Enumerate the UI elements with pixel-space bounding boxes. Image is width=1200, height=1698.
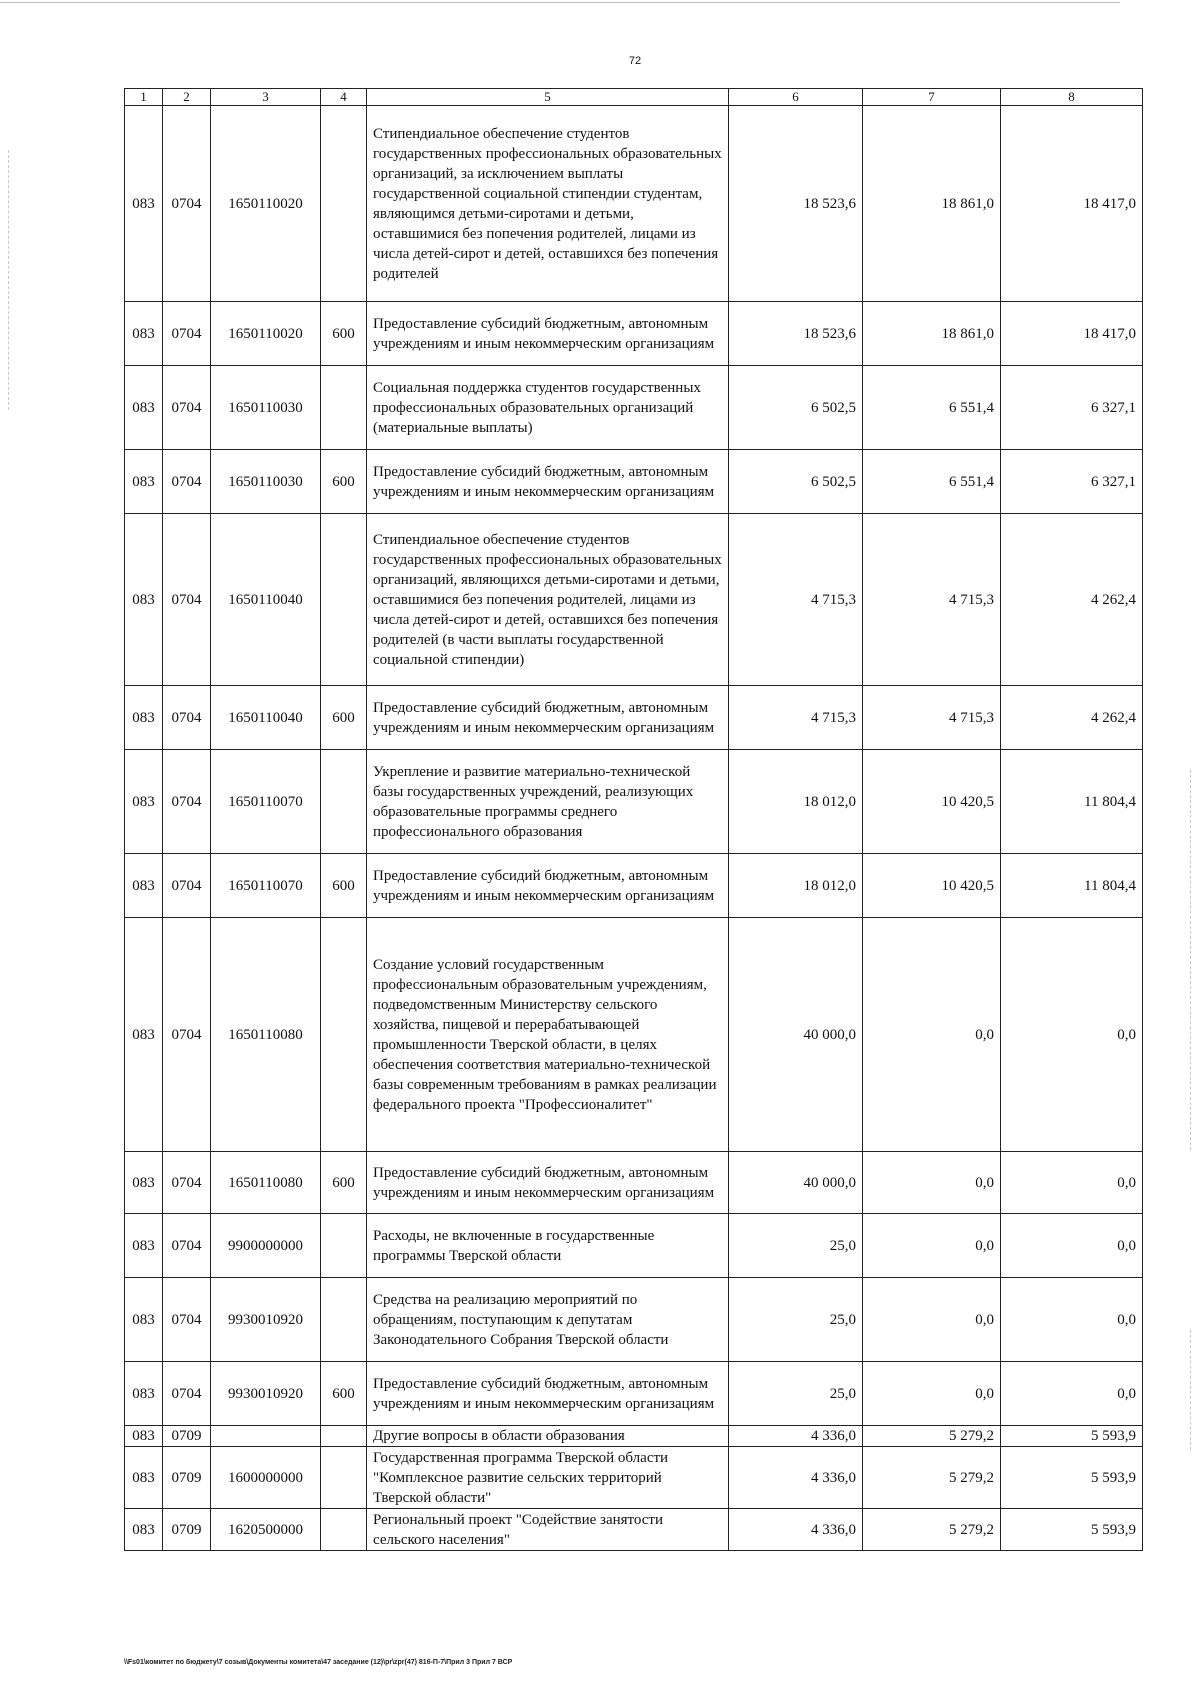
target-article-cell: 1650110040	[211, 514, 321, 686]
amount-cell: 40 000,0	[729, 1152, 863, 1214]
amount-cell: 0,0	[1001, 918, 1143, 1152]
description-cell: Другие вопросы в области образования	[367, 1426, 729, 1447]
admin-code-cell: 083	[125, 1509, 163, 1551]
expense-type-cell: 600	[321, 1152, 367, 1214]
admin-code-cell: 083	[125, 750, 163, 854]
amount-cell: 0,0	[863, 1362, 1001, 1426]
target-article-cell: 1650110020	[211, 106, 321, 302]
scan-margin-mark	[1190, 1330, 1191, 1450]
table-row	[125, 450, 1143, 514]
table-row	[125, 1214, 1143, 1278]
header-cell: 7	[863, 89, 1001, 106]
expense-type-cell: 600	[321, 1362, 367, 1426]
admin-code-cell: 083	[125, 1447, 163, 1509]
section-code-cell: 0704	[163, 1214, 211, 1278]
amount-cell: 18 417,0	[1001, 106, 1143, 302]
amount-cell: 4 262,4	[1001, 686, 1143, 750]
amount-cell: 4 336,0	[729, 1447, 863, 1509]
header-cell: 3	[211, 89, 321, 106]
header-cell: 6	[729, 89, 863, 106]
expense-type-cell: 600	[321, 450, 367, 514]
amount-cell: 6 327,1	[1001, 450, 1143, 514]
amount-cell: 4 715,3	[729, 514, 863, 686]
amount-cell: 5 279,2	[863, 1509, 1001, 1551]
amount-cell: 0,0	[863, 1152, 1001, 1214]
amount-cell: 18 861,0	[863, 106, 1001, 302]
table-row	[125, 302, 1143, 366]
target-article-cell: 1650110080	[211, 918, 321, 1152]
section-code-cell: 0709	[163, 1509, 211, 1551]
table-row	[125, 686, 1143, 750]
admin-code-cell: 083	[125, 106, 163, 302]
amount-cell: 11 804,4	[1001, 854, 1143, 918]
description-cell: Стипендиальное обеспечение студентов государственных профессиональных образовательных организаций, за исключением выплаты государственной социальной стипендии студентам, являющимся детьми-сиротами и детьми, оставшимися без попечения родителей, лицами из числа детей-сирот и детей, оставшихся без попечения родителей	[367, 106, 729, 302]
target-article-cell: 1600000000	[211, 1447, 321, 1509]
target-article-cell: 1650110070	[211, 854, 321, 918]
admin-code-cell: 083	[125, 1152, 163, 1214]
amount-cell: 18 523,6	[729, 302, 863, 366]
amount-cell: 0,0	[1001, 1214, 1143, 1278]
section-code-cell: 0704	[163, 450, 211, 514]
amount-cell: 6 551,4	[863, 450, 1001, 514]
table-row	[125, 854, 1143, 918]
expense-type-cell	[321, 1426, 367, 1447]
amount-cell: 25,0	[729, 1362, 863, 1426]
section-code-cell: 0704	[163, 302, 211, 366]
target-article-cell: 1650110040	[211, 686, 321, 750]
budget-table	[124, 88, 1143, 1551]
section-code-cell: 0704	[163, 1278, 211, 1362]
table-row	[125, 750, 1143, 854]
header-cell: 8	[1001, 89, 1143, 106]
amount-cell: 18 861,0	[863, 302, 1001, 366]
table-row	[125, 366, 1143, 450]
description-cell: Предоставление субсидий бюджетным, автономным учреждениям и иным некоммерческим организациям	[367, 1152, 729, 1214]
admin-code-cell: 083	[125, 854, 163, 918]
expense-type-cell	[321, 366, 367, 450]
section-code-cell: 0704	[163, 686, 211, 750]
admin-code-cell: 083	[125, 1278, 163, 1362]
amount-cell: 6 327,1	[1001, 366, 1143, 450]
amount-cell: 18 417,0	[1001, 302, 1143, 366]
target-article-cell: 9930010920	[211, 1362, 321, 1426]
amount-cell: 5 279,2	[863, 1426, 1001, 1447]
section-code-cell: 0704	[163, 514, 211, 686]
footer-file-path: \\Fs01\комитет по бюджету\7 созыв\Документы комитета\47 заседание (12)\pr\zpr(47) 816-П-7\Прил 3 Прил 7 ВСР	[124, 1659, 513, 1666]
expense-type-cell	[321, 750, 367, 854]
admin-code-cell: 083	[125, 918, 163, 1152]
target-article-cell: 1650110020	[211, 302, 321, 366]
amount-cell: 40 000,0	[729, 918, 863, 1152]
admin-code-cell: 083	[125, 686, 163, 750]
target-article-cell: 9930010920	[211, 1278, 321, 1362]
description-cell: Социальная поддержка студентов государственных профессиональных образовательных организаций (материальные выплаты)	[367, 366, 729, 450]
description-cell: Предоставление субсидий бюджетным, автономным учреждениям и иным некоммерческим организациям	[367, 686, 729, 750]
header-cell: 4	[321, 89, 367, 106]
target-article-cell: 1650110030	[211, 366, 321, 450]
header-row	[125, 89, 1143, 106]
amount-cell: 6 551,4	[863, 366, 1001, 450]
description-cell: Стипендиальное обеспечение студентов государственных профессиональных образовательных организаций, являющихся детьми-сиротами и детьми, оставшимися без попечения родителей, лицами из числа детей-сирот и детей, оставшихся без попечения родителей (в части выплаты государственной социальной стипендии)	[367, 514, 729, 686]
table-row	[125, 1447, 1143, 1509]
scan-margin-mark	[1190, 770, 1191, 1150]
table-row	[125, 1509, 1143, 1551]
expense-type-cell	[321, 1509, 367, 1551]
amount-cell: 0,0	[1001, 1362, 1143, 1426]
table-row	[125, 1278, 1143, 1362]
expense-type-cell: 600	[321, 302, 367, 366]
amount-cell: 4 715,3	[863, 514, 1001, 686]
amount-cell: 0,0	[863, 918, 1001, 1152]
description-cell: Укрепление и развитие материально-технической базы государственных учреждений, реализующих образовательные программы среднего профессионального образования	[367, 750, 729, 854]
description-cell: Создание условий государственным профессиональным образовательным учреждениям, подведомственным Министерству сельского хозяйства, пищевой и перерабатывающей промышленности Тверской области, в целях обеспечения соответствия материально-технической базы современным требованиям в рамках реализации федерального проекта "Профессионалитет"	[367, 918, 729, 1152]
description-cell: Предоставление субсидий бюджетным, автономным учреждениям и иным некоммерческим организациям	[367, 1362, 729, 1426]
admin-code-cell: 083	[125, 514, 163, 686]
header-cell: 1	[125, 89, 163, 106]
amount-cell: 25,0	[729, 1214, 863, 1278]
target-article-cell: 9900000000	[211, 1214, 321, 1278]
section-code-cell: 0709	[163, 1426, 211, 1447]
expense-type-cell	[321, 1278, 367, 1362]
section-code-cell: 0704	[163, 106, 211, 302]
amount-cell: 4 715,3	[729, 686, 863, 750]
header-cell: 5	[367, 89, 729, 106]
amount-cell: 0,0	[863, 1278, 1001, 1362]
description-cell: Государственная программа Тверской области "Комплексное развитие сельских территорий Тверской области"	[367, 1447, 729, 1509]
description-cell: Региональный проект "Содействие занятости сельского населения"	[367, 1509, 729, 1551]
target-article-cell: 1650110070	[211, 750, 321, 854]
description-cell: Предоставление субсидий бюджетным, автономным учреждениям и иным некоммерческим организациям	[367, 854, 729, 918]
amount-cell: 5 279,2	[863, 1447, 1001, 1509]
amount-cell: 11 804,4	[1001, 750, 1143, 854]
section-code-cell: 0704	[163, 854, 211, 918]
section-code-cell: 0704	[163, 750, 211, 854]
expense-type-cell	[321, 1447, 367, 1509]
target-article-cell	[211, 1426, 321, 1447]
admin-code-cell: 083	[125, 302, 163, 366]
description-cell: Расходы, не включенные в государственные программы Тверской области	[367, 1214, 729, 1278]
description-cell: Предоставление субсидий бюджетным, автономным учреждениям и иным некоммерческим организациям	[367, 302, 729, 366]
top-scan-edge	[0, 2, 1120, 3]
expense-type-cell	[321, 514, 367, 686]
amount-cell: 6 502,5	[729, 450, 863, 514]
admin-code-cell: 083	[125, 366, 163, 450]
section-code-cell: 0704	[163, 1152, 211, 1214]
page-number: 72	[628, 55, 642, 67]
expense-type-cell	[321, 1214, 367, 1278]
amount-cell: 18 012,0	[729, 854, 863, 918]
section-code-cell: 0704	[163, 366, 211, 450]
table-row	[125, 1362, 1143, 1426]
amount-cell: 5 593,9	[1001, 1447, 1143, 1509]
amount-cell: 18 012,0	[729, 750, 863, 854]
amount-cell: 4 715,3	[863, 686, 1001, 750]
amount-cell: 6 502,5	[729, 366, 863, 450]
expense-type-cell: 600	[321, 686, 367, 750]
amount-cell: 10 420,5	[863, 750, 1001, 854]
description-cell: Предоставление субсидий бюджетным, автономным учреждениям и иным некоммерческим организациям	[367, 450, 729, 514]
table-row	[125, 1426, 1143, 1447]
table-row	[125, 514, 1143, 686]
expense-type-cell	[321, 918, 367, 1152]
admin-code-cell: 083	[125, 450, 163, 514]
table-row	[125, 1152, 1143, 1214]
amount-cell: 4 262,4	[1001, 514, 1143, 686]
admin-code-cell: 083	[125, 1214, 163, 1278]
expense-type-cell	[321, 106, 367, 302]
amount-cell: 0,0	[1001, 1278, 1143, 1362]
amount-cell: 0,0	[1001, 1152, 1143, 1214]
target-article-cell: 1650110080	[211, 1152, 321, 1214]
description-cell: Средства на реализацию мероприятий по обращениям, поступающим к депутатам Законодательного Собрания Тверской области	[367, 1278, 729, 1362]
header-cell: 2	[163, 89, 211, 106]
amount-cell: 4 336,0	[729, 1509, 863, 1551]
expense-type-cell: 600	[321, 854, 367, 918]
section-code-cell: 0709	[163, 1447, 211, 1509]
admin-code-cell: 083	[125, 1362, 163, 1426]
amount-cell: 18 523,6	[729, 106, 863, 302]
amount-cell: 4 336,0	[729, 1426, 863, 1447]
amount-cell: 0,0	[863, 1214, 1001, 1278]
amount-cell: 10 420,5	[863, 854, 1001, 918]
target-article-cell: 1620500000	[211, 1509, 321, 1551]
target-article-cell: 1650110030	[211, 450, 321, 514]
admin-code-cell: 083	[125, 1426, 163, 1447]
amount-cell: 5 593,9	[1001, 1509, 1143, 1551]
amount-cell: 5 593,9	[1001, 1426, 1143, 1447]
amount-cell: 25,0	[729, 1278, 863, 1362]
table-row	[125, 918, 1143, 1152]
section-code-cell: 0704	[163, 918, 211, 1152]
table-row	[125, 106, 1143, 302]
section-code-cell: 0704	[163, 1362, 211, 1426]
scan-margin-mark	[8, 150, 9, 410]
